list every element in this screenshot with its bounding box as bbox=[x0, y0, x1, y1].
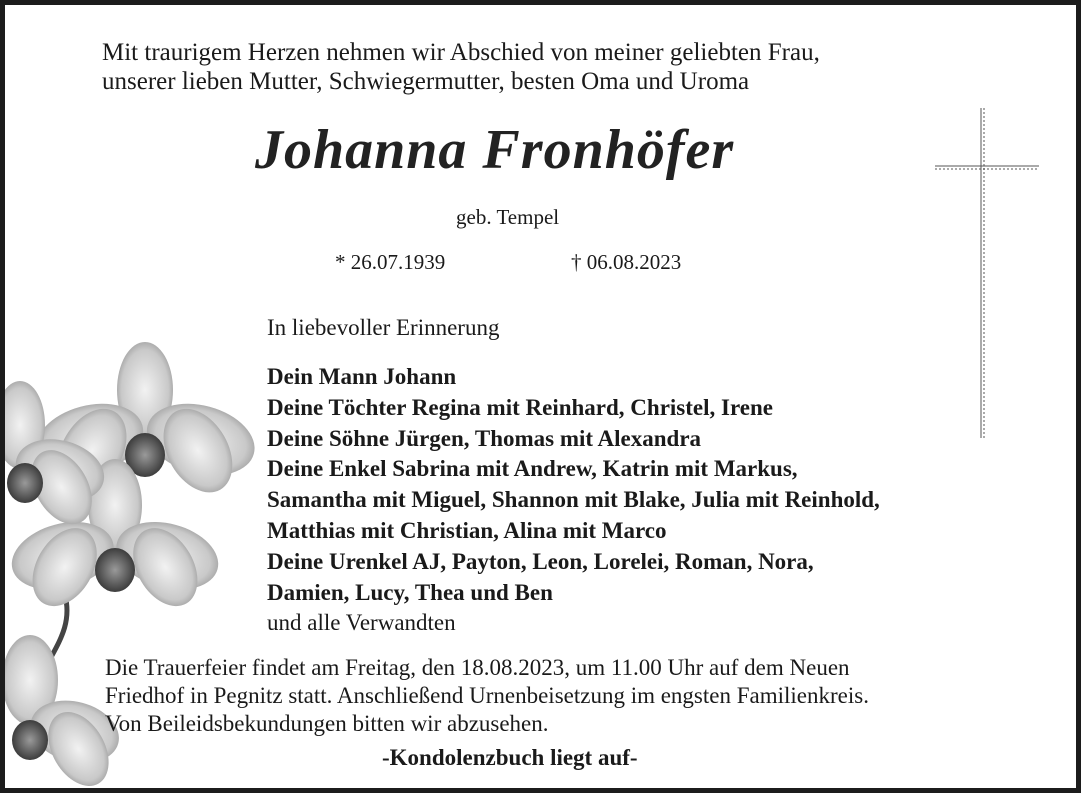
birth-date: * 26.07.1939 bbox=[335, 250, 446, 274]
family-line: Deine Urenkel AJ, Payton, Leon, Lorelei, Roman, Nora, bbox=[267, 548, 814, 574]
family-closing: und alle Verwandten bbox=[267, 610, 456, 636]
deceased-name: Johanna Fronhöfer bbox=[255, 119, 735, 181]
family-line: Matthias mit Christian, Alina mit Marco bbox=[267, 517, 667, 543]
funeral-line-2: Friedhof in Pegnitz statt. Anschließend Urnenbeisetzung im engsten Familienkreis. bbox=[105, 683, 869, 708]
condolence-book-note: -Kondolenzbuch liegt auf- bbox=[382, 745, 638, 770]
cross-icon bbox=[935, 108, 1039, 438]
maiden-name: geb. Tempel bbox=[456, 205, 560, 229]
memory-text: In liebevoller Erinnerung bbox=[267, 315, 500, 340]
family-list bbox=[267, 362, 880, 639]
death-date: † 06.08.2023 bbox=[571, 250, 682, 274]
intro-line-1: Mit traurigem Herzen nehmen wir Abschied von meiner geliebten Frau, bbox=[102, 39, 820, 66]
intro-line-2: unserer lieben Mutter, Schwiegermutter, besten Oma und Uroma bbox=[102, 68, 750, 95]
family-line: Dein Mann Johann bbox=[267, 364, 457, 389]
family-line: Samantha mit Miguel, Shannon mit Blake, Julia mit Reinhold, bbox=[267, 487, 880, 513]
funeral-info bbox=[105, 654, 869, 738]
funeral-line-3: Von Beileidsbekundungen bitten wir abzusehen. bbox=[105, 711, 549, 736]
family-line: Deine Enkel Sabrina mit Andrew, Katrin mit Markus, bbox=[267, 456, 798, 482]
funeral-line-1: Die Trauerfeier findet am Freitag, den 18.08.2023, um 11.00 Uhr auf dem Neuen bbox=[105, 655, 850, 680]
family-line: Damien, Lucy, Thea und Ben bbox=[267, 579, 553, 605]
family-line: Deine Söhne Jürgen, Thomas mit Alexandra bbox=[267, 425, 702, 451]
family-line: Deine Töchter Regina mit Reinhard, Christel, Irene bbox=[267, 394, 773, 420]
intro-text bbox=[102, 38, 820, 96]
